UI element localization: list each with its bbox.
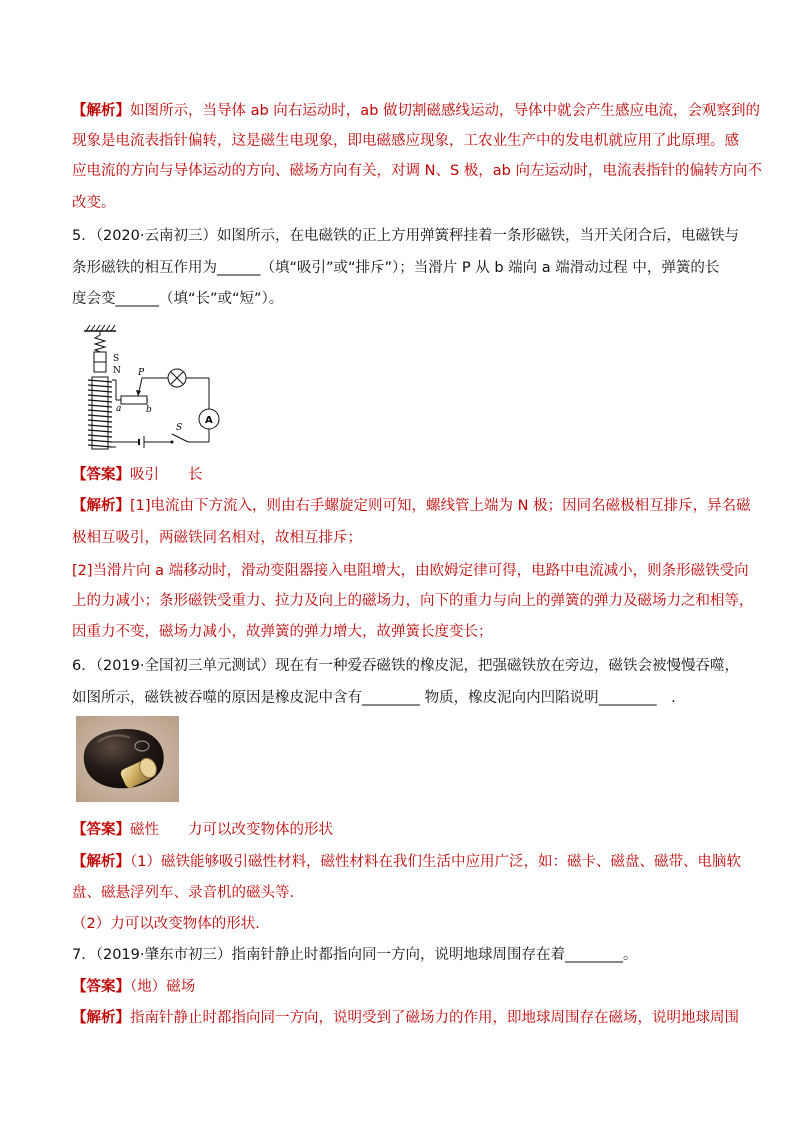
text-line bbox=[72, 528, 362, 548]
answer-tag: 【答案】 bbox=[72, 822, 130, 838]
terminal-a-label: a bbox=[116, 404, 122, 414]
question-6-line bbox=[72, 656, 739, 676]
analysis-tag: 【解析】 bbox=[72, 1010, 130, 1026]
line-text: 吸引 长 bbox=[130, 467, 203, 483]
line-text: 度会变______（填“长”或“短”）。 bbox=[72, 291, 284, 307]
switch-s-label: S bbox=[176, 423, 183, 433]
line-text: 改变。 bbox=[72, 195, 116, 211]
terminal-b-label: b bbox=[146, 405, 152, 415]
analysis-tag: 【解析】 bbox=[72, 498, 130, 514]
line-text: 盘、磁悬浮列车、录音机的磁头等． bbox=[72, 885, 304, 901]
answer-tag: 【答案】 bbox=[72, 979, 130, 995]
line-text: 6．（2019·全国初三单元测试）现在有一种爱吞磁铁的橡皮泥，把强磁铁放在旁边，磁铁会被慢慢吞噬， bbox=[72, 658, 739, 674]
text-line bbox=[72, 883, 304, 903]
n-pole-label: N bbox=[113, 366, 121, 376]
text-line bbox=[72, 622, 493, 642]
analysis-tag: 【解析】 bbox=[72, 103, 130, 119]
line-text: 上的力减小；条形磁铁受重力、拉力及向上的磁场力，向下的重力与向上的弹簧的弹力及磁场力之和相等， bbox=[72, 593, 754, 609]
line-text: 磁性 力可以改变物体的形状 bbox=[130, 822, 333, 838]
s-pole-label: S bbox=[113, 354, 120, 364]
text-line bbox=[72, 914, 270, 934]
line-text: （地）磁场 bbox=[130, 979, 196, 995]
text-line bbox=[72, 561, 749, 581]
question-5-line bbox=[72, 289, 283, 309]
question-6-line bbox=[72, 688, 676, 708]
question-5-line bbox=[72, 226, 739, 246]
answer-line bbox=[72, 977, 195, 997]
line-text: 如图所示，磁铁被吞噬的原因是橡皮泥中含有________ 物质，橡皮泥向内凹陷说明________ . bbox=[72, 690, 676, 706]
line-text: （2）力可以改变物体的形状． bbox=[72, 916, 270, 932]
electromagnet-circuit-figure bbox=[76, 322, 236, 452]
answer-line bbox=[72, 465, 203, 485]
text-line bbox=[72, 1008, 739, 1028]
text-line bbox=[72, 161, 762, 181]
ammeter-label: A bbox=[205, 415, 213, 426]
line-text: 条形磁铁的相互作用为______（填“吸引”或“排斥”）；当滑片 P 从 b 端向 a 端滑动过程 中，弹簧的长 bbox=[72, 260, 720, 276]
line-text: 7．（2019·肇东市初三）指南针静止时都指向同一方向，说明地球周围存在着________。 bbox=[72, 947, 638, 963]
line-text: 指南针静止时都指向同一方向，说明受到了磁场力的作用，即地球周围存在磁场，说明地球周围 bbox=[130, 1010, 739, 1026]
line-text: 因重力不变，磁场力减小，故弹簧的弹力增大，故弹簧长度变长； bbox=[72, 624, 493, 640]
line-text: 应电流的方向与导体运动的方向、磁场方向有关，对调 N、S 极，ab 向左运动时，电流表指针的偏转方向不 bbox=[72, 163, 762, 179]
line-text: 5．（2020·云南初三）如图所示，在电磁铁的正上方用弹簧秤挂着一条形磁铁，当开关闭合后，电磁铁与 bbox=[72, 228, 739, 244]
answer-tag: 【答案】 bbox=[72, 467, 130, 483]
line-text: 如图所示，当导体 ab 向右运动时，ab 做切割磁感线运动，导体中就会产生感应电流，会观察到的 bbox=[130, 103, 761, 119]
line-text: （1）磁铁能够吸引磁性材料，磁性材料在我们生活中应用广泛，如：磁卡、磁盘、磁带、电脑软 bbox=[130, 854, 741, 870]
line-text: 极相互吸引，两磁铁同名相对，故相互排斥； bbox=[72, 530, 362, 546]
line-text: [2]当滑片向 a 端移动时，滑动变阻器接入电阻增大，由欧姆定律可得，电路中电流减小，则条形磁铁受向 bbox=[72, 563, 749, 579]
line-text: 现象是电流表指针偏转，这是磁生电现象，即电磁感应现象，工农业生产中的发电机就应用了此原理。感 bbox=[72, 133, 739, 149]
question-5-line bbox=[72, 258, 719, 278]
question-7-line bbox=[72, 945, 637, 965]
answer-line bbox=[72, 820, 333, 840]
line-text: [1]电流由下方流入，则由右手螺旋定则可知，螺线管上端为 N 极；因同名磁极相互排斥，异名磁 bbox=[130, 498, 751, 514]
analysis-tag: 【解析】 bbox=[72, 854, 130, 870]
magnetic-putty-photo bbox=[76, 716, 179, 802]
text-line bbox=[72, 131, 739, 151]
text-line bbox=[72, 591, 754, 611]
text-line bbox=[72, 496, 751, 516]
slider-p-label: P bbox=[138, 368, 145, 378]
text-line bbox=[72, 101, 760, 121]
text-line bbox=[72, 852, 741, 872]
text-line bbox=[72, 193, 116, 213]
